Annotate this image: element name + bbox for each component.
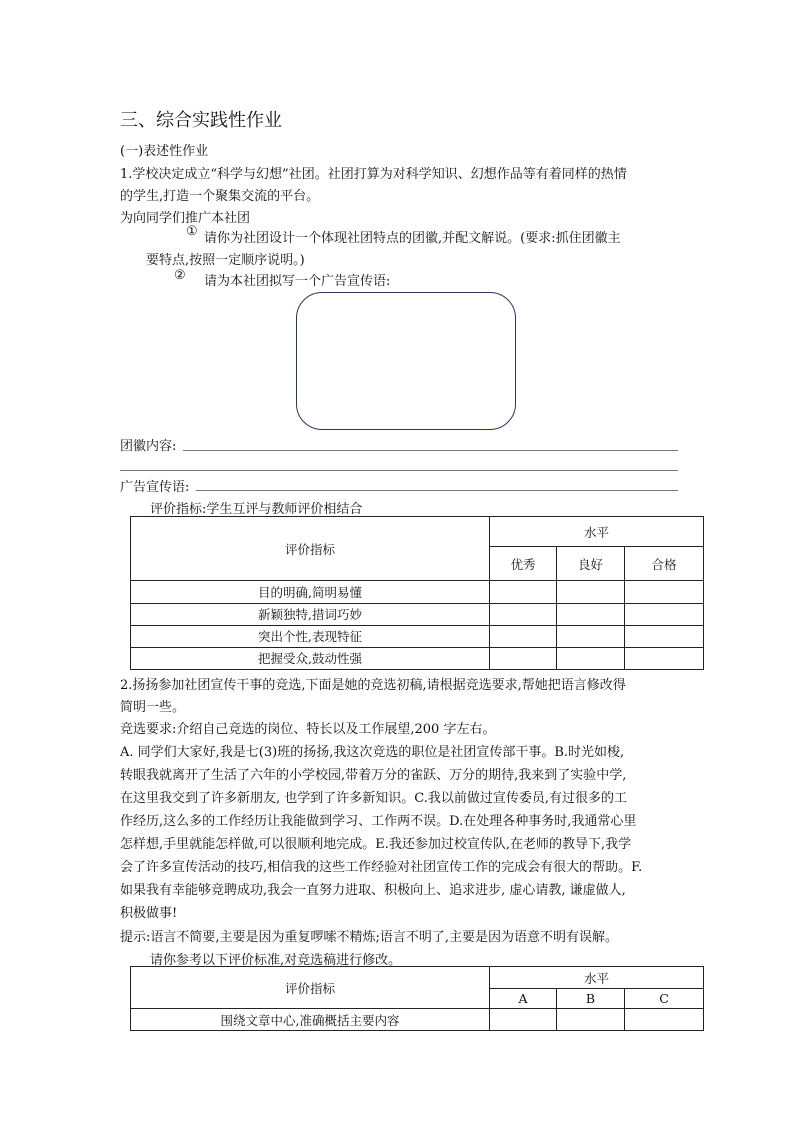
table2-level-a: A bbox=[490, 989, 557, 1009]
q1-text-line2: 的学生,打造一个聚集交流的平台。 bbox=[120, 189, 320, 204]
draft-line: 如果我有幸能够竞聘成功,我会一直努力进取、积极向上、追求进步, 虚心请教, 谦虚做人, bbox=[120, 883, 626, 898]
evaluation-table-1 bbox=[130, 516, 704, 670]
table1-row-label: 新颖独特,措词巧妙 bbox=[131, 603, 490, 625]
table2-cell[interactable] bbox=[490, 1009, 557, 1031]
q1-item2-number: ② bbox=[174, 268, 186, 283]
q1-text-line3: 为向同学们推广本社团 bbox=[120, 211, 251, 226]
table1-cell[interactable] bbox=[625, 581, 704, 603]
q2-text-line1: 2.扬扬参加社团宣传干事的竞选,下面是她的竞选初稿,请根据竞选要求,帮她把语言修改得 bbox=[120, 678, 626, 693]
hint-text: 提示:语言不简要,主要是因为重复啰嗦不精炼;语言不明了,主要是因为语意不明有误解。 bbox=[120, 930, 619, 945]
table1-row-label: 把握受众,鼓动性强 bbox=[131, 647, 490, 669]
instruction-text: 请你参考以下评价标准,对竞选稿进行修改。 bbox=[150, 953, 402, 968]
table1-cell[interactable] bbox=[625, 603, 704, 625]
draft-line: 会了许多宣传活动的技巧,相信我的这些工作经验对社团宣传工作的完成会有很大的帮助。F. bbox=[120, 860, 643, 875]
table1-row-label: 突出个性,表现特征 bbox=[131, 625, 490, 647]
table1-cell[interactable] bbox=[625, 625, 704, 647]
emblem-content-label: 团徽内容: bbox=[120, 439, 177, 454]
q2-requirement: 竞选要求:介绍自己竞选的岗位、特长以及工作展望,200 字左右。 bbox=[120, 722, 496, 737]
section-title: 三、综合实践性作业 bbox=[120, 110, 282, 131]
draft-line: 在这里我交到了许多新朋友, 也学到了许多新知识。C.我以前做过宣传委员,有过很多的工 bbox=[120, 791, 628, 806]
table1-header-indicator: 评价指标 bbox=[131, 517, 490, 581]
table1-level-pass: 合格 bbox=[625, 547, 704, 581]
q1-item1-number: ① bbox=[186, 224, 198, 239]
table1-cell[interactable] bbox=[557, 647, 625, 669]
table1-cell[interactable] bbox=[490, 603, 557, 625]
table2-row-label: 围绕文章中心,准确概括主要内容 bbox=[131, 1009, 490, 1031]
evaluation-note: 评价指标:学生互评与教师评价相结合 bbox=[150, 502, 363, 517]
emblem-drawing-box[interactable] bbox=[296, 292, 516, 430]
table1-cell[interactable] bbox=[557, 625, 625, 647]
table1-level-good: 良好 bbox=[557, 547, 625, 581]
slogan-answer-line[interactable] bbox=[196, 490, 678, 491]
table1-row-label: 目的明确,简明易懂 bbox=[131, 581, 490, 603]
table2-level-c: C bbox=[625, 989, 704, 1009]
table2-cell[interactable] bbox=[625, 1009, 704, 1031]
q1-text-line1: 1.学校决定成立“科学与幻想”社团。社团打算为对科学知识、幻想作品等有着同样的热情 bbox=[120, 167, 627, 182]
emblem-content-answer-line[interactable] bbox=[183, 450, 678, 451]
slogan-label: 广告宣传语: bbox=[120, 480, 190, 495]
draft-line: 怎样想,手里就能怎样做,可以很顺利地完成。E.我还参加过校宣传队,在老师的教导下,我学 bbox=[120, 837, 632, 852]
table1-cell[interactable] bbox=[490, 647, 557, 669]
table2-level-b: B bbox=[557, 989, 625, 1009]
table1-cell[interactable] bbox=[490, 581, 557, 603]
draft-line: 作经历,这么多的工作经历让我能做到学习、工作两不误。D.在处理各种事务时,我通常心里 bbox=[120, 814, 637, 829]
table1-header-level: 水平 bbox=[490, 517, 704, 547]
q1-item1-line2: 要特点,按照一定顺序说明。) bbox=[146, 253, 305, 268]
table1-cell[interactable] bbox=[557, 603, 625, 625]
q1-item2-text: 请为本社团拟写一个广告宣传语: bbox=[204, 274, 391, 289]
draft-line: 转眼我就离开了生活了六年的小学校园,带着万分的雀跃、万分的期待,我来到了实验中学, bbox=[120, 768, 627, 783]
emblem-content-answer-line-2[interactable] bbox=[120, 470, 678, 471]
draft-line: 积极做事! bbox=[120, 906, 178, 921]
draft-line: A. 同学们大家好,我是七(3)班的扬扬,我这次竞选的职位是社团宣传部干事。B.时光如梭, bbox=[120, 745, 625, 760]
table2-header-indicator: 评价指标 bbox=[131, 967, 490, 1009]
subsection-title: (一)表述性作业 bbox=[120, 144, 209, 159]
table1-cell[interactable] bbox=[490, 625, 557, 647]
table2-cell[interactable] bbox=[557, 1009, 625, 1031]
table1-cell[interactable] bbox=[557, 581, 625, 603]
q1-item1-line1: 请你为社团设计一个体现社团特点的团徽,并配文解说。(要求:抓住团徽主 bbox=[204, 231, 621, 246]
q2-text-line2: 简明一些。 bbox=[120, 700, 186, 715]
table1-level-excellent: 优秀 bbox=[490, 547, 557, 581]
evaluation-table-2 bbox=[130, 966, 704, 1031]
table2-header-level: 水平 bbox=[490, 967, 704, 989]
table1-cell[interactable] bbox=[625, 647, 704, 669]
